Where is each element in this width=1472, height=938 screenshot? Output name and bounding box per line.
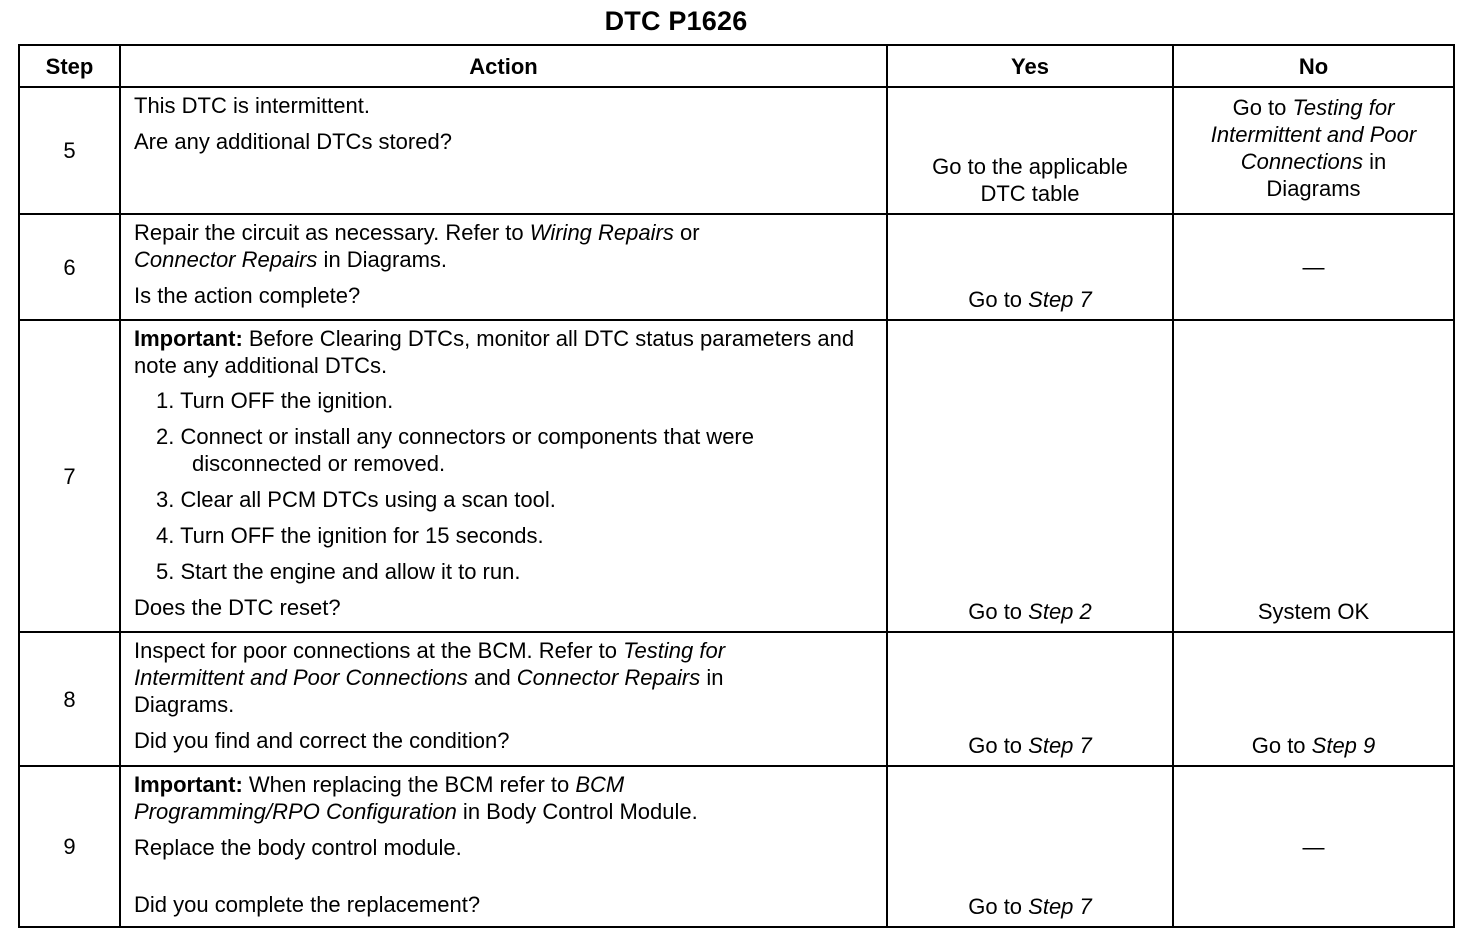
action-text: in <box>700 665 724 690</box>
no-reference: Testing for <box>1292 95 1395 120</box>
no-cell <box>1173 87 1454 214</box>
no-text: in <box>1363 149 1387 174</box>
action-cell <box>120 320 887 632</box>
action-question: Did you complete the replacement? <box>134 892 481 917</box>
list-item: 1. Turn OFF the ignition. <box>156 388 394 413</box>
no-cell <box>1173 766 1454 927</box>
no-text: System OK <box>1257 599 1370 624</box>
action-cell <box>120 87 887 214</box>
header-step: Step <box>19 45 120 87</box>
important-label: Important: <box>134 326 243 351</box>
action-text: Before Clearing DTCs, monitor all DTC status parameters and note any additional DTCs. <box>134 326 855 378</box>
yes-cell <box>887 214 1173 320</box>
header-action: Action <box>120 45 887 87</box>
no-text: — <box>1302 834 1325 859</box>
yes-text: Go to <box>968 599 1029 624</box>
step-number: 9 <box>19 766 120 927</box>
action-text: This DTC is intermittent. <box>134 93 370 118</box>
action-text: in Diagrams. <box>317 247 448 272</box>
table-row <box>19 632 1454 766</box>
action-question: Did you find and correct the condition? <box>134 728 510 753</box>
table-row <box>19 320 1454 632</box>
action-reference: Testing for <box>623 638 726 663</box>
step-number: 7 <box>19 320 120 632</box>
no-reference: Step 9 <box>1311 733 1376 758</box>
yes-cell <box>887 87 1173 214</box>
procedure-list <box>134 387 874 585</box>
step-number: 6 <box>19 214 120 320</box>
yes-cell <box>887 320 1173 632</box>
yes-text: Go to the applicable <box>932 154 1128 179</box>
action-reference: Connector Repairs <box>134 247 318 272</box>
no-cell <box>1173 320 1454 632</box>
table-row <box>19 214 1454 320</box>
action-text: Inspect for poor connections at the BCM. Refer to <box>134 638 624 663</box>
action-text: When replacing the BCM refer to <box>242 772 576 797</box>
page-title: DTC P1626 <box>604 6 748 36</box>
no-text: Go to <box>1251 733 1312 758</box>
action-reference: BCM <box>575 772 625 797</box>
step-number: 5 <box>19 87 120 214</box>
action-text: or <box>673 220 700 245</box>
no-cell <box>1173 632 1454 766</box>
list-item: 2. Connect or install any connectors or components that were disconnected or removed. <box>156 424 754 476</box>
no-reference: Intermittent and Poor <box>1210 122 1417 147</box>
action-text: Replace the body control module. <box>134 835 462 860</box>
yes-cell <box>887 766 1173 927</box>
table-row <box>19 87 1454 214</box>
header-no: No <box>1173 45 1454 87</box>
table-row <box>19 766 1454 927</box>
action-reference: Programming/RPO Configuration <box>134 799 457 824</box>
yes-text: DTC table <box>980 181 1080 206</box>
action-question: Are any additional DTCs stored? <box>134 129 452 154</box>
yes-cell <box>887 632 1173 766</box>
no-reference: Connections <box>1240 149 1364 174</box>
yes-text: Go to <box>968 733 1029 758</box>
important-label: Important: <box>134 772 243 797</box>
action-text: Repair the circuit as necessary. Refer to <box>134 220 530 245</box>
list-item: 3. Clear all PCM DTCs using a scan tool. <box>156 487 556 512</box>
yes-reference: Step 7 <box>1028 287 1092 312</box>
table-header-row <box>19 45 1454 87</box>
action-question: Is the action complete? <box>134 283 361 308</box>
yes-reference: Step 7 <box>1028 733 1092 758</box>
action-cell <box>120 632 887 766</box>
action-text: and <box>467 665 517 690</box>
action-reference: Intermittent and Poor Connections <box>134 665 468 690</box>
action-reference: Wiring Repairs <box>529 220 674 245</box>
action-cell <box>120 766 887 927</box>
dtc-table <box>18 44 1455 928</box>
yes-reference: Step 2 <box>1028 599 1092 624</box>
yes-reference: Step 7 <box>1028 894 1092 919</box>
step-number: 8 <box>19 632 120 766</box>
header-yes: Yes <box>887 45 1173 87</box>
no-text: Diagrams <box>1266 176 1361 201</box>
yes-text: Go to <box>968 287 1029 312</box>
action-cell <box>120 214 887 320</box>
no-text: Go to <box>1232 95 1293 120</box>
action-question: Does the DTC reset? <box>134 595 341 620</box>
no-cell <box>1173 214 1454 320</box>
yes-text: Go to <box>968 894 1029 919</box>
action-reference: Connector Repairs <box>516 665 701 690</box>
list-item: 5. Start the engine and allow it to run. <box>156 559 521 584</box>
action-text: Diagrams. <box>134 692 235 717</box>
action-text: in Body Control Module. <box>456 799 698 824</box>
no-text: — <box>1302 254 1325 280</box>
list-item: 4. Turn OFF the ignition for 15 seconds. <box>156 523 544 548</box>
